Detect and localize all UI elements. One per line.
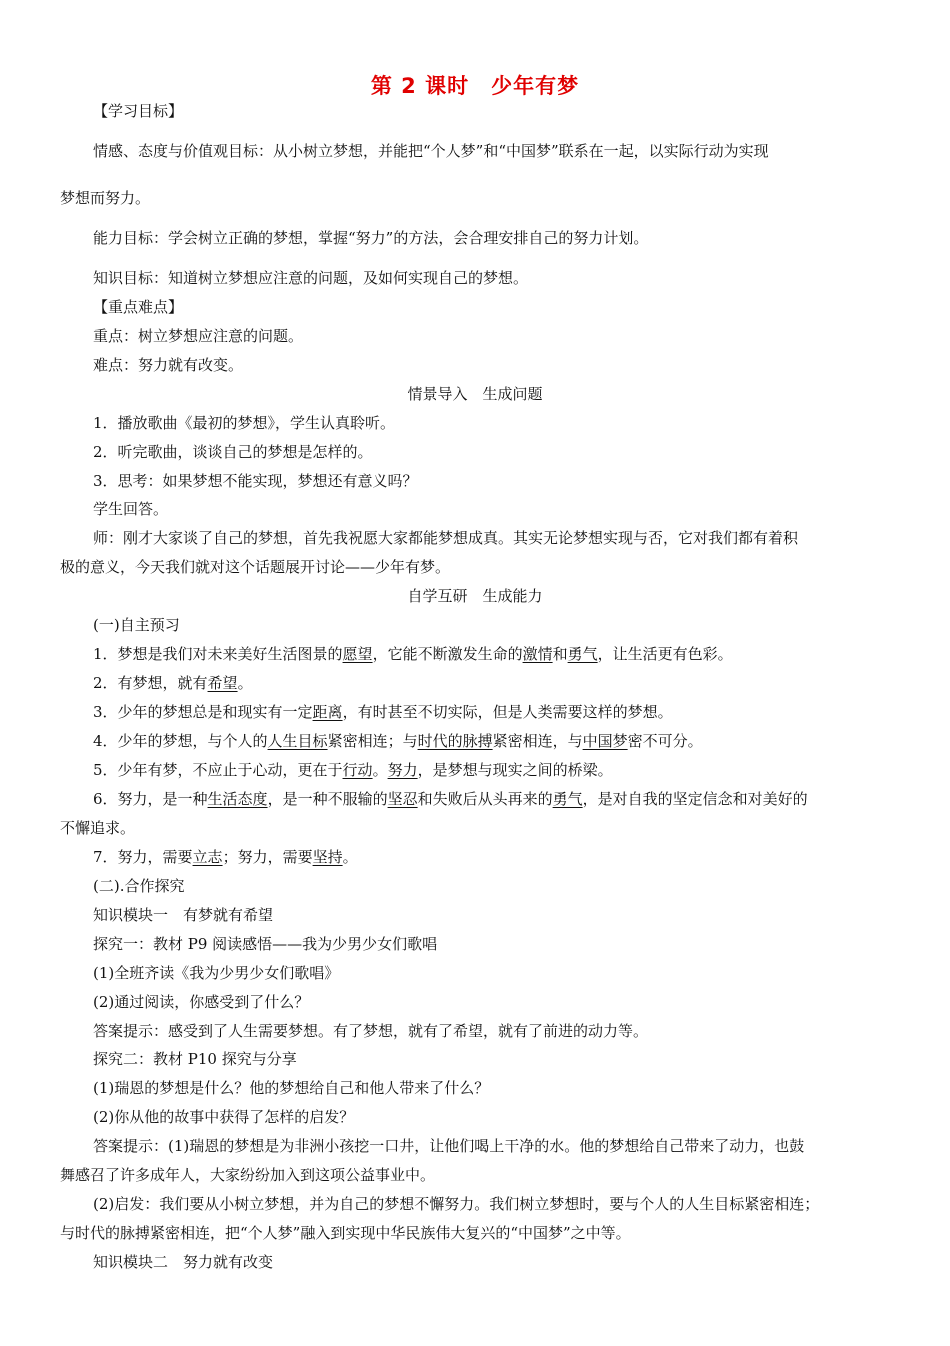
blank-answer: 生活态度 [207, 790, 268, 808]
cooperation-subheading: (二).合作探究 [93, 877, 185, 895]
preview-item-2: 2．有梦想，就有希望。 [93, 674, 253, 692]
preview-item-6-line1: 6．努力，是一种生活态度，是一种不服输的坚忍和失败后从头再来的勇气，是对自我的坚定信念和对美好的 [93, 790, 808, 808]
intro-question-1: 1．播放歌曲《最初的梦想》，学生认真聆听。 [93, 414, 396, 432]
ability-objective: 能力目标：学会树立正确的梦想，掌握“努力”的方法，会合理安排自己的努力计划。 [93, 229, 649, 247]
blank-answer: 激情 [522, 645, 553, 663]
blank-answer: 坚持 [312, 848, 343, 866]
blank-answer: 坚忍 [387, 790, 418, 808]
blank-answer: 立志 [192, 848, 223, 866]
preview-subheading: (一)自主预习 [93, 616, 180, 634]
blank-answer: 勇气 [552, 790, 583, 808]
self-study-heading: 自学互研 生成能力 [407, 587, 543, 605]
explore-2-heading: 探究二：教材 P10 探究与分享 [93, 1050, 297, 1068]
blank-answer: 愿望 [342, 645, 373, 663]
blank-answer: 人生目标 [267, 732, 328, 750]
explore-2-question-2: (2)你从他的故事中获得了怎样的启发？ [93, 1108, 355, 1126]
teacher-remark-line1: 师：刚才大家谈了自己的梦想，首先我祝愿大家都能梦想成真。其实无论梦想实现与否，它对我们都有着积 [93, 529, 799, 547]
key-point: 重点：树立梦想应注意的问题。 [93, 327, 304, 345]
emotion-objective-line1: 情感、态度与价值观目标：从小树立梦想，并能把“个人梦”和“中国梦”联系在一起，以实际行动为实现 [93, 142, 769, 160]
blank-answer: 努力 [387, 761, 418, 779]
blank-answer: 中国梦 [582, 732, 628, 750]
preview-item-7: 7．努力，需要立志；努力，需要坚持。 [93, 848, 358, 866]
teacher-remark-line2: 极的意义，今天我们就对这个话题展开讨论——少年有梦。 [60, 558, 451, 576]
blank-answer: 时代的脉搏 [417, 732, 493, 750]
explore-2-answer-1-line1: 答案提示：(1)瑞恩的梦想是为非洲小孩挖一口井，让他们喝上干净的水。他的梦想给自己带来了动力，也鼓 [93, 1137, 805, 1155]
intro-heading: 情景导入 生成问题 [407, 385, 543, 403]
explore-1-question-2: (2)通过阅读，你感受到了什么？ [93, 993, 310, 1011]
explore-1-answer: 答案提示：感受到了人生需要梦想。有了梦想，就有了希望，就有了前进的动力等。 [93, 1022, 649, 1040]
blank-answer: 希望 [207, 674, 238, 692]
preview-item-1: 1．梦想是我们对未来美好生活图景的愿望，它能不断激发生命的激情和勇气，让生活更有色彩。 [93, 645, 733, 663]
explore-1-question-1: (1)全班齐读《我为少男少女们歌唱》 [93, 964, 340, 982]
explore-1-heading: 探究一：教材 P9 阅读感悟——我为少男少女们歌唱 [93, 935, 438, 953]
intro-question-3: 3．思考：如果梦想不能实现，梦想还有意义吗？ [93, 472, 418, 490]
intro-question-2: 2．听完歌曲，谈谈自己的梦想是怎样的。 [93, 443, 373, 461]
explore-2-answer-2-line2: 与时代的脉搏紧密相连，把“个人梦”融入到实现中华民族伟大复兴的“中国梦”之中等。 [60, 1224, 631, 1242]
preview-item-6-line2: 不懈追求。 [60, 819, 136, 837]
emotion-objective-line2: 梦想而努力。 [60, 189, 151, 207]
knowledge-objective: 知识目标：知道树立梦想应注意的问题，及如何实现自己的梦想。 [93, 269, 529, 287]
knowledge-module-2: 知识模块二 努力就有改变 [93, 1253, 274, 1271]
explore-2-answer-2-line1: (2)启发：我们要从小树立梦想，并为自己的梦想不懈努力。我们树立梦想时，要与个人的人生目标紧密相连； [93, 1195, 820, 1213]
objectives-heading: 【学习目标】 [93, 102, 184, 120]
blank-answer: 勇气 [567, 645, 598, 663]
blank-answer: 距离 [312, 703, 343, 721]
explore-2-answer-1-line2: 舞感召了许多成年人，大家纷纷加入到这项公益事业中。 [60, 1166, 436, 1184]
key-points-heading: 【重点难点】 [93, 298, 184, 316]
preview-item-3: 3．少年的梦想总是和现实有一定距离，有时甚至不切实际，但是人类需要这样的梦想。 [93, 703, 673, 721]
preview-item-4: 4．少年的梦想，与个人的人生目标紧密相连；与时代的脉搏紧密相连，与中国梦密不可分。 [93, 732, 703, 750]
page-title: 第 2 课时 少年有梦 [370, 74, 580, 98]
explore-2-question-1: (1)瑞恩的梦想是什么？他的梦想给自己和他人带来了什么？ [93, 1079, 490, 1097]
intro-answer: 学生回答。 [93, 500, 169, 518]
difficult-point: 难点：努力就有改变。 [93, 356, 244, 374]
blank-answer: 行动 [342, 761, 373, 779]
preview-item-5: 5．少年有梦，不应止于心动，更在于行动。努力，是梦想与现实之间的桥梁。 [93, 761, 613, 779]
knowledge-module-1: 知识模块一 有梦就有希望 [93, 906, 274, 924]
